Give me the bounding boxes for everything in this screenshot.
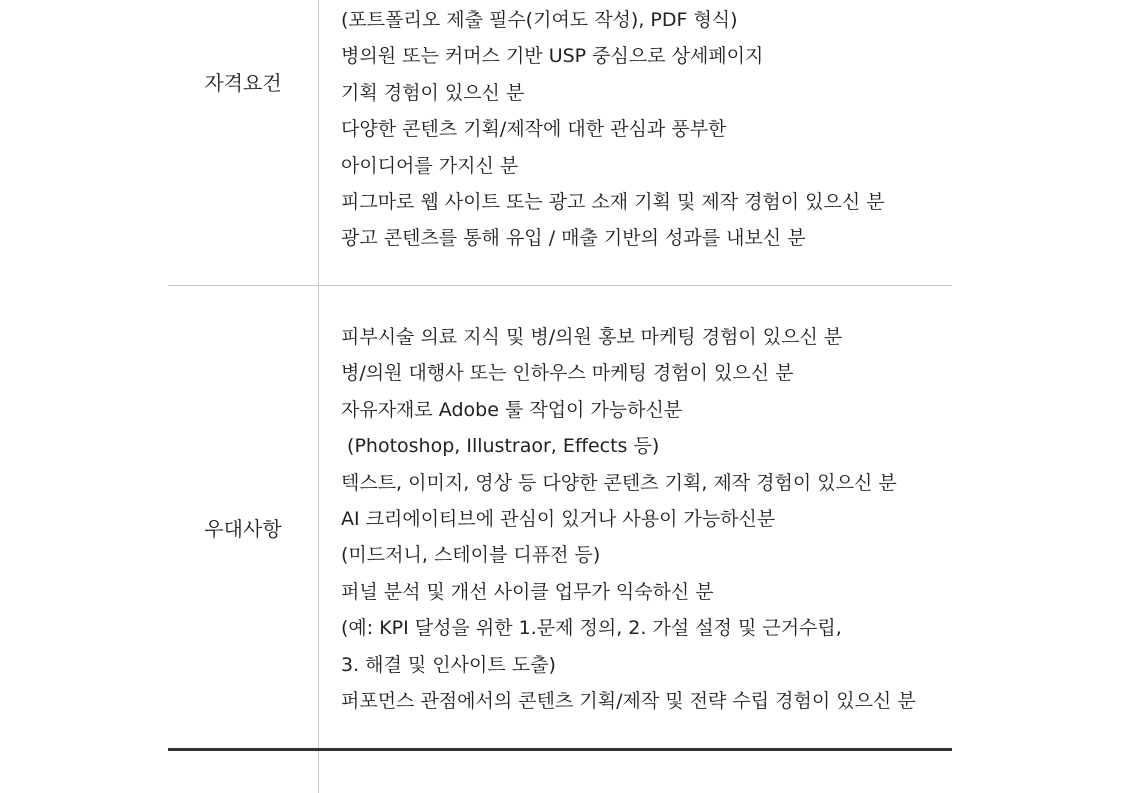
qualifications-line: 피그마로 웹 사이트 또는 광고 소재 기획 및 제작 경험이 있으신 분 (341, 191, 885, 214)
preferred-line: 병/의원 대행사 또는 인하우스 마케팅 경험이 있으신 분 (341, 362, 794, 385)
preferred-line: (미드저니, 스테이블 디퓨전 등) (341, 544, 601, 567)
qualifications-label: 자격요건 (204, 71, 282, 95)
qualifications-line: 다양한 콘텐츠 기획/제작에 대한 관심과 풍부한 (341, 118, 727, 141)
qualifications-line: 아이디어를 가지신 분 (341, 154, 519, 177)
preferred-label: 우대사항 (204, 517, 282, 541)
preferred-line: (Photoshop, Illustraor, Effects 등) (341, 435, 660, 458)
table-bottom-border (168, 748, 952, 751)
preferred-line: 자유자재로 Adobe 툴 작업이 가능하신분 (341, 398, 683, 421)
column-divider (318, 0, 319, 793)
preferred-line: AI 크리에이티브에 관심이 있거나 사용이 가능하신분 (341, 508, 776, 531)
preferred-line: 피부시술 의료 지식 및 병/의원 홍보 마케팅 경험이 있으신 분 (341, 326, 843, 348)
preferred-line: 퍼포먼스 관점에서의 콘텐츠 기획/제작 및 전략 수립 경험이 있으신 분 (341, 690, 916, 713)
preferred-line: 텍스트, 이미지, 영상 등 다양한 콘텐츠 기획, 제작 경험이 있으신 분 (341, 471, 897, 494)
preferred-line: (예: KPI 달성을 위한 1.문제 정의, 2. 가설 설정 및 근거수립, (341, 617, 842, 640)
qualifications-list (341, 2, 885, 257)
qualifications-line: 기획 경험이 있으신 분 (341, 81, 525, 104)
row-divider (168, 285, 952, 286)
qualifications-line: (포트폴리오 제출 필수(기여도 작성), PDF 형식) (341, 9, 738, 31)
qualifications-line: 병의원 또는 커머스 기반 USP 중심으로 상세페이지 (341, 45, 764, 68)
preferred-list (341, 319, 916, 719)
preferred-line: 3. 해결 및 인사이트 도출) (341, 653, 556, 676)
preferred-line: 퍼널 분석 및 개선 사이클 업무가 익숙하신 분 (341, 580, 714, 603)
qualifications-line: 광고 콘텐츠를 통해 유입 / 매출 기반의 성과를 내보신 분 (341, 227, 806, 250)
